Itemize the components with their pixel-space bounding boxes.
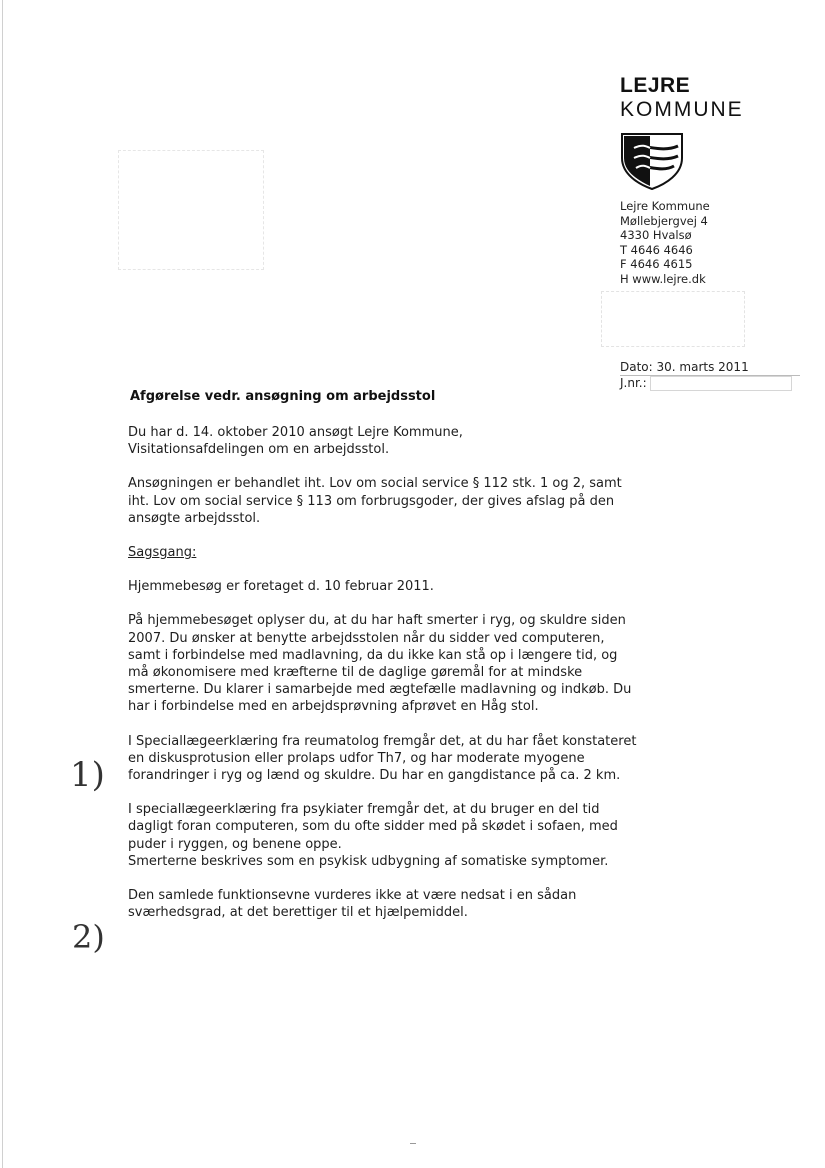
handwritten-mark-1: 1) bbox=[70, 755, 105, 795]
paragraph-home-visit-details bbox=[128, 612, 668, 715]
logo-line-lejre: LEJRE bbox=[620, 74, 691, 97]
address-line: Lejre Kommune bbox=[620, 199, 710, 213]
text-line: dagligt foran computeren, som du ofte sidder med på skødet i sofaen, med bbox=[128, 819, 618, 835]
paragraph-application bbox=[128, 424, 668, 458]
heading-sagsgang: Sagsgang: bbox=[128, 545, 197, 561]
text-line: en diskusprotusion eller prolaps udfor Th7, og har moderate myogene bbox=[128, 750, 585, 766]
text-line: har i forbindelse med en arbejdsprøvning afprøvet en Håg stol. bbox=[128, 699, 539, 715]
text-line: Du har d. 14. oktober 2010 ansøgt Lejre Kommune, bbox=[128, 425, 463, 440]
text-line: forandringer i ryg og lænd og skuldre. Du har en gangdistance på ca. 2 km. bbox=[128, 768, 621, 784]
text-line: sværhedsgrad, at det berettiger til et hjælpemiddel. bbox=[128, 905, 468, 921]
text-line: Hjemmebesøg er foretaget d. 10 februar 2011. bbox=[128, 579, 434, 595]
text-line: Visitationsafdelingen om en arbejdsstol. bbox=[128, 442, 390, 458]
handwritten-mark-2: 2) bbox=[72, 918, 105, 956]
website-line: H www.lejre.dk bbox=[620, 271, 706, 286]
logo-line-kommune: KOMMUNE bbox=[620, 98, 744, 121]
text-line: Den samlede funktionsevne vurderes ikke at være nedsat i en sådan bbox=[128, 888, 577, 904]
municipality-logo bbox=[620, 74, 744, 122]
text-line: samt i forbindelse med madlavning, da du ikke kan stå op i længere tid, og bbox=[128, 647, 618, 663]
text-line: puder i ryggen, og benene oppe. bbox=[128, 836, 342, 852]
paragraph-rheumatologist bbox=[128, 733, 668, 785]
address-line: Møllebjergvej 4 bbox=[620, 213, 708, 228]
phone-line: T 4646 4646 bbox=[620, 242, 693, 257]
date-block bbox=[620, 360, 800, 391]
scan-speck bbox=[410, 1143, 416, 1144]
text-line: smerterne. Du klarer i samarbejde med ægtefælle madlavning og indkøb. Du bbox=[128, 682, 632, 698]
date-row bbox=[620, 360, 800, 376]
paragraph-psychiatrist bbox=[128, 801, 668, 870]
paragraph-assessment bbox=[128, 887, 668, 921]
section-heading bbox=[128, 544, 668, 561]
text-line: I speciallægeerklæring fra psykiater fremgår det, at du bruger en del tid bbox=[128, 802, 600, 818]
text-line: iht. Lov om social service § 113 om forbrugsgoder, der gives afslag på den bbox=[128, 493, 615, 509]
sender-address bbox=[620, 199, 710, 286]
letter-subject: Afgørelse vedr. ansøgning om arbejdsstol bbox=[130, 389, 436, 404]
coat-of-arms-icon bbox=[620, 132, 684, 190]
date-label: Dato: bbox=[620, 360, 653, 374]
text-line: 2007. Du ønsker at benytte arbejdsstolen når du sidder ved computeren, bbox=[128, 630, 605, 646]
recipient-address-window bbox=[118, 150, 264, 270]
letter-body bbox=[128, 424, 668, 921]
paragraph-home-visit bbox=[128, 578, 668, 595]
text-line: ansøgte arbejdsstol. bbox=[128, 510, 261, 526]
page-edge bbox=[2, 0, 3, 1168]
date-value: 30. marts 2011 bbox=[656, 360, 749, 374]
address-line: 4330 Hvalsø bbox=[620, 228, 692, 242]
text-line: På hjemmebesøget oplyser du, at du har haft smerter i ryg, og skuldre siden bbox=[128, 613, 626, 629]
jnr-value-box bbox=[650, 376, 792, 391]
text-line: Ansøgningen er behandlet iht. Lov om social service § 112 stk. 1 og 2, samt bbox=[128, 476, 622, 492]
fax-line: F 4646 4615 bbox=[620, 257, 693, 271]
stamp-area bbox=[601, 291, 745, 347]
jnr-label: J.nr.: bbox=[620, 376, 647, 390]
jnr-row bbox=[620, 376, 800, 391]
paragraph-decision bbox=[128, 475, 668, 527]
text-line: må økonomisere med kræfterne til de daglige gøremål for at mindske bbox=[128, 665, 583, 681]
text-line: Smerterne beskrives som en psykisk udbygning af somatiske symptomer. bbox=[128, 853, 609, 869]
text-line: I Speciallægeerklæring fra reumatolog fremgår det, at du har fået konstateret bbox=[128, 733, 637, 749]
